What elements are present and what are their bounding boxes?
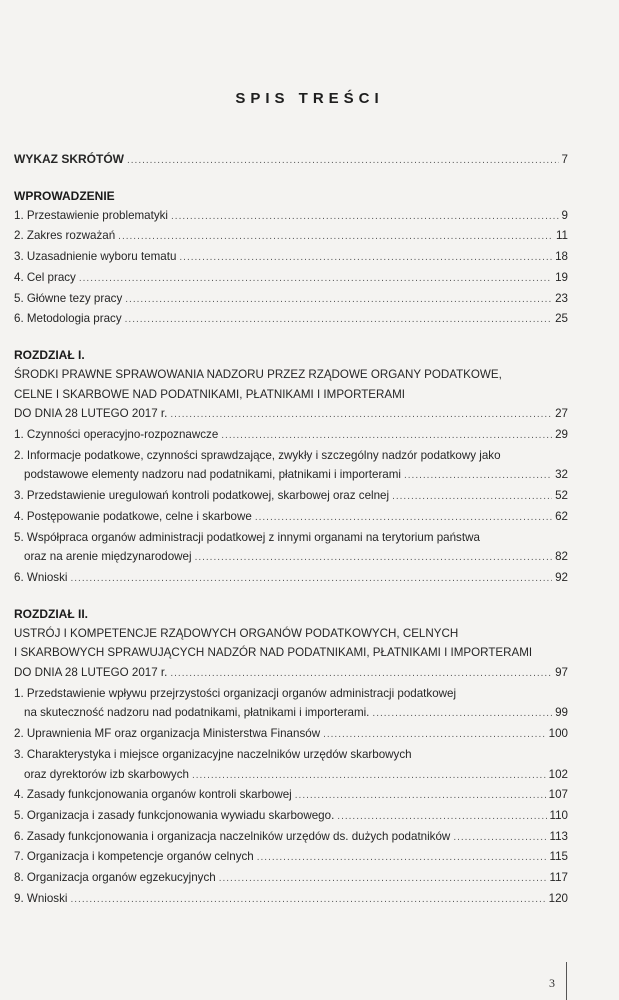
page-number: 3 <box>549 976 555 990</box>
toc-page-number: 100 <box>548 727 568 741</box>
toc-entry <box>14 663 568 684</box>
leader-dots <box>70 890 545 910</box>
chapter-heading: ROZDZIAŁ II. <box>14 606 88 621</box>
toc-entry-text: 5. Główne tezy pracy <box>14 291 123 305</box>
leader-dots <box>392 487 552 507</box>
chapter-heading: ROZDZIAŁ I. <box>14 347 85 362</box>
toc-entry-text: 6. Wnioski <box>14 570 68 584</box>
toc-page-number: 7 <box>561 153 568 166</box>
toc-entry-text: 1. Przedstawienie wpływu przejrzystości organizacji organów administracji podatkowej <box>14 686 457 700</box>
chapter-title-line: DO DNIA 28 LUTEGO 2017 r. <box>14 666 168 680</box>
toc-entry <box>14 547 568 568</box>
leader-dots <box>118 227 553 247</box>
toc-entry <box>14 268 568 289</box>
toc-page-number: 99 <box>555 706 568 720</box>
toc-entry <box>14 247 568 268</box>
toc-entry <box>14 889 568 910</box>
toc-entry-text: 3. Uzasadnienie wyboru tematu <box>14 250 177 264</box>
leader-dots <box>170 664 552 684</box>
toc-page-number: 120 <box>548 891 568 905</box>
toc-page-number: 27 <box>555 407 568 421</box>
toc-entry <box>14 309 568 330</box>
leader-dots <box>257 848 547 868</box>
chapter-title-line: USTRÓJ I KOMPETENCJE RZĄDOWYCH ORGANÓW PODATKOWYCH, CELNYCH <box>14 626 459 640</box>
section-heading: WPROWADZENIE <box>14 188 115 203</box>
toc-entry-text: oraz dyrektorów izb skarbowych <box>24 767 189 781</box>
toc-entry-text: podstawowe elementy nadzoru nad podatnikami, płatnikami i importerami <box>24 468 401 482</box>
toc-entry-text: 2. Zakres rozważań <box>14 229 116 243</box>
toc-entry-text: 8. Organizacja organów egzekucyjnych <box>14 871 216 885</box>
toc-entry <box>14 806 568 827</box>
toc-entry-text: 7. Organizacja i kompetencje organów celnych <box>14 850 254 864</box>
toc-entry-text: 3. Przedstawienie uregulowań kontroli podatkowej, skarbowej oraz celnej <box>14 489 390 503</box>
section-rozdzial-2 <box>14 604 568 910</box>
leader-dots <box>127 151 559 171</box>
leader-dots <box>255 508 552 528</box>
toc-page-number: 25 <box>555 312 568 326</box>
section-wprowadzenie <box>14 186 568 330</box>
toc-entry <box>14 847 568 868</box>
toc-entry-text: 6. Zasady funkcjonowania i organizacja naczelników urzędów ds. dużych podatników <box>14 829 451 843</box>
toc-page-number: 107 <box>548 788 568 802</box>
toc-page-number: 9 <box>561 208 568 222</box>
toc-entry-text: oraz na arenie międzynarodowej <box>24 550 192 564</box>
toc-entry-text: 4. Cel pracy <box>14 270 76 284</box>
toc-page-number: 110 <box>549 808 568 822</box>
toc-entry <box>14 289 568 310</box>
toc-entry <box>14 568 568 589</box>
leader-dots <box>295 786 546 806</box>
margin-rule <box>566 962 567 1000</box>
toc-entry <box>14 785 568 806</box>
leader-dots <box>79 269 552 289</box>
toc-entry <box>14 465 568 486</box>
toc-entry <box>14 425 568 446</box>
toc-page-number: 52 <box>555 489 568 503</box>
toc-entry <box>14 150 568 171</box>
toc-page-number: 113 <box>549 829 568 843</box>
toc-entry <box>14 703 568 724</box>
toc-entry <box>14 507 568 528</box>
toc-page-number: 62 <box>555 509 568 523</box>
toc-page-number: 18 <box>555 250 568 264</box>
toc-entry <box>14 765 568 786</box>
page-title: SPIS TREŚCI <box>235 90 384 107</box>
leader-dots <box>179 248 552 268</box>
toc-entry-text: 5. Współpraca organów administracji podatkowej z innymi organami na terytorium państwa <box>14 530 480 544</box>
toc-entry <box>14 404 568 425</box>
toc-entry-text: na skuteczność nadzoru nad podatnikami, płatnikami i importerami. <box>24 706 370 720</box>
toc-entry <box>14 868 568 889</box>
toc-page-number: 117 <box>549 871 568 885</box>
toc-entry-text: 9. Wnioski <box>14 891 68 905</box>
leader-dots <box>170 405 552 425</box>
chapter-title-line: CELNE I SKARBOWE NAD PODATNIKAMI, PŁATNIKAMI I IMPORTERAMI <box>14 387 406 401</box>
toc-entry <box>14 827 568 848</box>
toc-entry-text: 2. Uprawnienia MF oraz organizacja Ministerstwa Finansów <box>14 727 321 741</box>
leader-dots <box>125 290 552 310</box>
toc-page-number: 82 <box>555 550 568 564</box>
leader-dots <box>404 466 552 486</box>
toc-page-number: 92 <box>555 570 568 584</box>
toc-page-number: 97 <box>555 666 568 680</box>
leader-dots <box>70 569 552 589</box>
leader-dots <box>323 725 546 745</box>
section-rozdzial-1 <box>14 345 568 589</box>
leader-dots <box>219 869 547 889</box>
toc-entry-text: 1. Przestawienie problematyki <box>14 208 169 222</box>
table-of-contents <box>14 150 568 925</box>
toc-entry <box>14 206 568 227</box>
toc-entry-text: 6. Metodologia pracy <box>14 312 122 326</box>
leader-dots <box>125 310 552 330</box>
toc-page-number: 102 <box>548 767 568 781</box>
toc-entry-text: 3. Charakterystyka i miejsce organizacyjne naczelników urzędów skarbowych <box>14 747 412 761</box>
leader-dots <box>337 807 546 827</box>
toc-entry-text: 5. Organizacja i zasady funkcjonowania wywiadu skarbowego. <box>14 808 335 822</box>
chapter-title-line: I SKARBOWYCH SPRAWUJĄCYCH NADZÓR NAD PODATNIKAMI, PŁATNIKAMI I IMPORTERAMI <box>14 646 533 660</box>
toc-entry-text: WYKAZ SKRÓTÓW <box>14 152 124 166</box>
toc-entry-text: 4. Zasady funkcjonowania organów kontroli skarbowej <box>14 788 292 802</box>
toc-entry-text: 4. Postępowanie podatkowe, celne i skarbowe <box>14 509 252 523</box>
toc-entry-text: 1. Czynności operacyjno-rozpoznawcze <box>14 428 219 442</box>
chapter-title-line: ŚRODKI PRAWNE SPRAWOWANIA NADZORU PRZEZ RZĄDOWE ORGANY PODATKOWE, <box>14 367 502 381</box>
leader-dots <box>372 704 552 724</box>
toc-entry <box>14 226 568 247</box>
toc-page-number: 23 <box>555 291 568 305</box>
toc-entry-text: 2. Informacje podatkowe, czynności sprawdzające, zwykły i szczególny nadzór podatkowy jako <box>14 448 501 462</box>
leader-dots <box>192 766 546 786</box>
section-wykaz <box>14 150 568 171</box>
toc-page-number: 29 <box>555 428 568 442</box>
leader-dots <box>195 548 553 568</box>
toc-page-number: 32 <box>555 468 568 482</box>
leader-dots <box>453 828 546 848</box>
leader-dots <box>221 426 552 446</box>
toc-entry <box>14 486 568 507</box>
chapter-title-line: DO DNIA 28 LUTEGO 2017 r. <box>14 407 168 421</box>
toc-entry <box>14 724 568 745</box>
leader-dots <box>171 207 559 227</box>
toc-page-number: 19 <box>555 270 568 284</box>
toc-page-number: 115 <box>549 850 568 864</box>
toc-page-number: 11 <box>555 229 568 243</box>
